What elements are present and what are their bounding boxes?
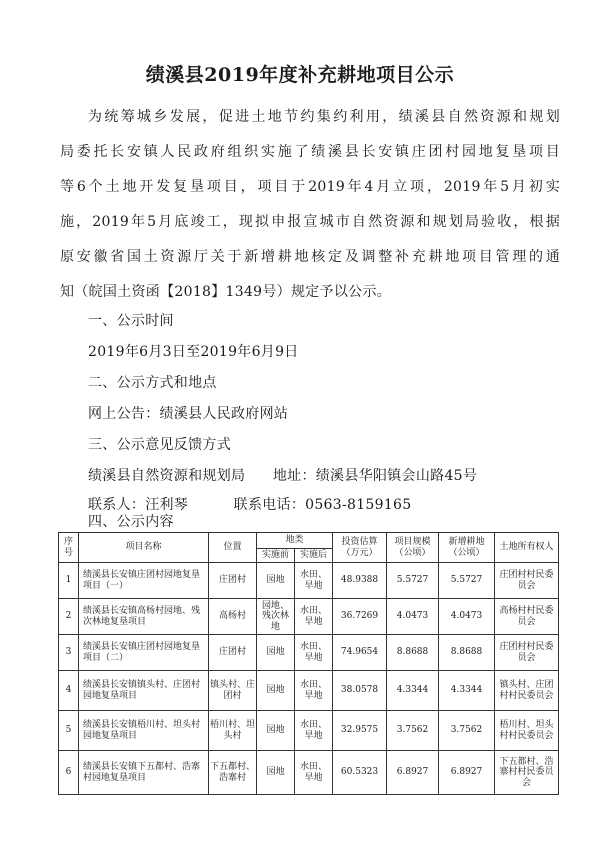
cell-scale: 4.0473 bbox=[387, 599, 439, 635]
cell-seq: 3 bbox=[59, 635, 79, 671]
cell-new-farmland: 4.3344 bbox=[439, 671, 495, 711]
table-row bbox=[59, 671, 559, 711]
header-investment: 投资估算（万元） bbox=[333, 533, 387, 563]
document-title: 绩溪县2019年度补充耕地项目公示 bbox=[145, 64, 455, 86]
cell-location: 高杨村 bbox=[209, 599, 257, 635]
cell-scale: 8.8688 bbox=[387, 635, 439, 671]
cell-investment: 48.9388 bbox=[333, 563, 387, 599]
cell-before: 园地 bbox=[257, 671, 295, 711]
intro-line-6: 知（皖国土资函【2018】1349号）规定予以公示。 bbox=[60, 284, 392, 300]
cell-scale: 5.5727 bbox=[387, 563, 439, 599]
cell-location: 梧川村、坦头村 bbox=[209, 711, 257, 751]
cell-seq: 5 bbox=[59, 711, 79, 751]
header-before: 实施前 bbox=[257, 549, 295, 563]
cell-location: 镇头村、庄团村 bbox=[209, 671, 257, 711]
cell-name: 绩溪县长安镇下五都村、浩寨村园地复垦项目 bbox=[79, 751, 209, 795]
cell-after: 水田、旱地 bbox=[295, 751, 333, 795]
cell-before: 园地 bbox=[257, 711, 295, 751]
cell-investment: 74.9654 bbox=[333, 635, 387, 671]
cell-scale: 6.8927 bbox=[387, 751, 439, 795]
cell-seq: 1 bbox=[59, 563, 79, 599]
cell-owner: 镇头村、庄团村村民委员会 bbox=[495, 671, 559, 711]
header-owner: 土地所有权人 bbox=[495, 533, 559, 563]
section-2-text: 网上公告：绩溪县人民政府网站 bbox=[88, 406, 289, 422]
cell-before: 园地 bbox=[257, 635, 295, 671]
cell-new-farmland: 3.7562 bbox=[439, 711, 495, 751]
table-row bbox=[59, 751, 559, 795]
cell-after: 水田、旱地 bbox=[295, 671, 333, 711]
cell-scale: 4.3344 bbox=[387, 671, 439, 711]
section-4-heading: 四、公示内容 bbox=[88, 514, 174, 530]
intro-line-2: 局委托长安镇人民政府组织实施了绩溪县长安镇庄团村园地复垦项目 bbox=[60, 144, 560, 160]
cell-location: 下五都村、浩寨村 bbox=[209, 751, 257, 795]
cell-seq: 4 bbox=[59, 671, 79, 711]
contact-phone: 联系电话：0563-8159165 bbox=[233, 497, 412, 513]
cell-name: 绩溪县长安镇庄团村园地复垦项目（二） bbox=[79, 635, 209, 671]
table-row bbox=[59, 635, 559, 671]
cell-name: 绩溪县长安镇高杨村园地、残次林地复垦项目 bbox=[79, 599, 209, 635]
cell-owner: 下五都村、浩寨村村民委员会 bbox=[495, 751, 559, 795]
cell-new-farmland: 4.0473 bbox=[439, 599, 495, 635]
cell-new-farmland: 6.8927 bbox=[439, 751, 495, 795]
section-3-heading: 三、公示意见反馈方式 bbox=[88, 437, 231, 453]
header-seq: 序号 bbox=[59, 533, 79, 563]
cell-after: 水田、旱地 bbox=[295, 599, 333, 635]
table-row bbox=[59, 711, 559, 751]
cell-name: 绩溪县长安镇镇头村、庄团村园地复垦项目 bbox=[79, 671, 209, 711]
table-row bbox=[59, 599, 559, 635]
cell-investment: 32.9575 bbox=[333, 711, 387, 751]
section-1-text: 2019年6月3日至2019年6月9日 bbox=[88, 344, 299, 360]
header-location: 位置 bbox=[209, 533, 257, 563]
cell-investment: 36.7269 bbox=[333, 599, 387, 635]
cell-name: 绩溪县长安镇庄团村园地复垦项目（一） bbox=[79, 563, 209, 599]
cell-owner: 高杨村村民委员会 bbox=[495, 599, 559, 635]
cell-after: 水田、旱地 bbox=[295, 711, 333, 751]
cell-after: 水田、旱地 bbox=[295, 635, 333, 671]
cell-new-farmland: 5.5727 bbox=[439, 563, 495, 599]
cell-owner: 庄团村村民委员会 bbox=[495, 635, 559, 671]
feedback-address: 地址：绩溪县华阳镇会山路45号 bbox=[272, 468, 478, 484]
intro-line-4: 施，2019年5月底竣工，现拟申报宣城市自然资源和规划局验收，根据 bbox=[60, 214, 560, 230]
intro-line-3: 等6个土地开发复垦项目，项目于2019年4月立项，2019年5月初实 bbox=[60, 179, 560, 195]
contact-person: 联系人：汪利琴 bbox=[88, 497, 189, 513]
cell-owner: 庄团村村民委员会 bbox=[495, 563, 559, 599]
intro-line-5: 原安徽省国土资源厅关于新增耕地核定及调整补充耕地项目管理的通 bbox=[60, 249, 560, 265]
header-name: 项目名称 bbox=[79, 533, 209, 563]
feedback-org: 绩溪县自然资源和规划局 bbox=[88, 468, 246, 484]
cell-owner: 梧川村、坦头村村民委员会 bbox=[495, 711, 559, 751]
cell-before: 园地 bbox=[257, 563, 295, 599]
cell-seq: 2 bbox=[59, 599, 79, 635]
header-new-farmland: 新增耕地（公顷） bbox=[439, 533, 495, 563]
cell-investment: 38.0578 bbox=[333, 671, 387, 711]
cell-location: 庄团村 bbox=[209, 635, 257, 671]
header-after: 实施后 bbox=[295, 549, 333, 563]
cell-new-farmland: 8.8688 bbox=[439, 635, 495, 671]
project-table bbox=[58, 532, 559, 795]
cell-investment: 60.5323 bbox=[333, 751, 387, 795]
cell-before: 园地 bbox=[257, 751, 295, 795]
cell-name: 绩溪县长安镇梧川村、坦头村园地复垦项目 bbox=[79, 711, 209, 751]
header-scale: 项目规模（公顷） bbox=[387, 533, 439, 563]
table-row bbox=[59, 563, 559, 599]
header-land-type: 地类 bbox=[257, 533, 333, 549]
cell-before: 园地、残次林地 bbox=[257, 599, 295, 635]
cell-location: 庄团村 bbox=[209, 563, 257, 599]
section-2-heading: 二、公示方式和地点 bbox=[88, 375, 217, 391]
feedback-org-line bbox=[88, 465, 588, 485]
intro-line-1: 为统筹城乡发展，促进土地节约集约利用，绩溪县自然资源和规划 bbox=[88, 109, 560, 125]
cell-scale: 3.7562 bbox=[387, 711, 439, 751]
section-1-heading: 一、公示时间 bbox=[88, 313, 174, 329]
cell-after: 水田、旱地 bbox=[295, 563, 333, 599]
cell-seq: 6 bbox=[59, 751, 79, 795]
